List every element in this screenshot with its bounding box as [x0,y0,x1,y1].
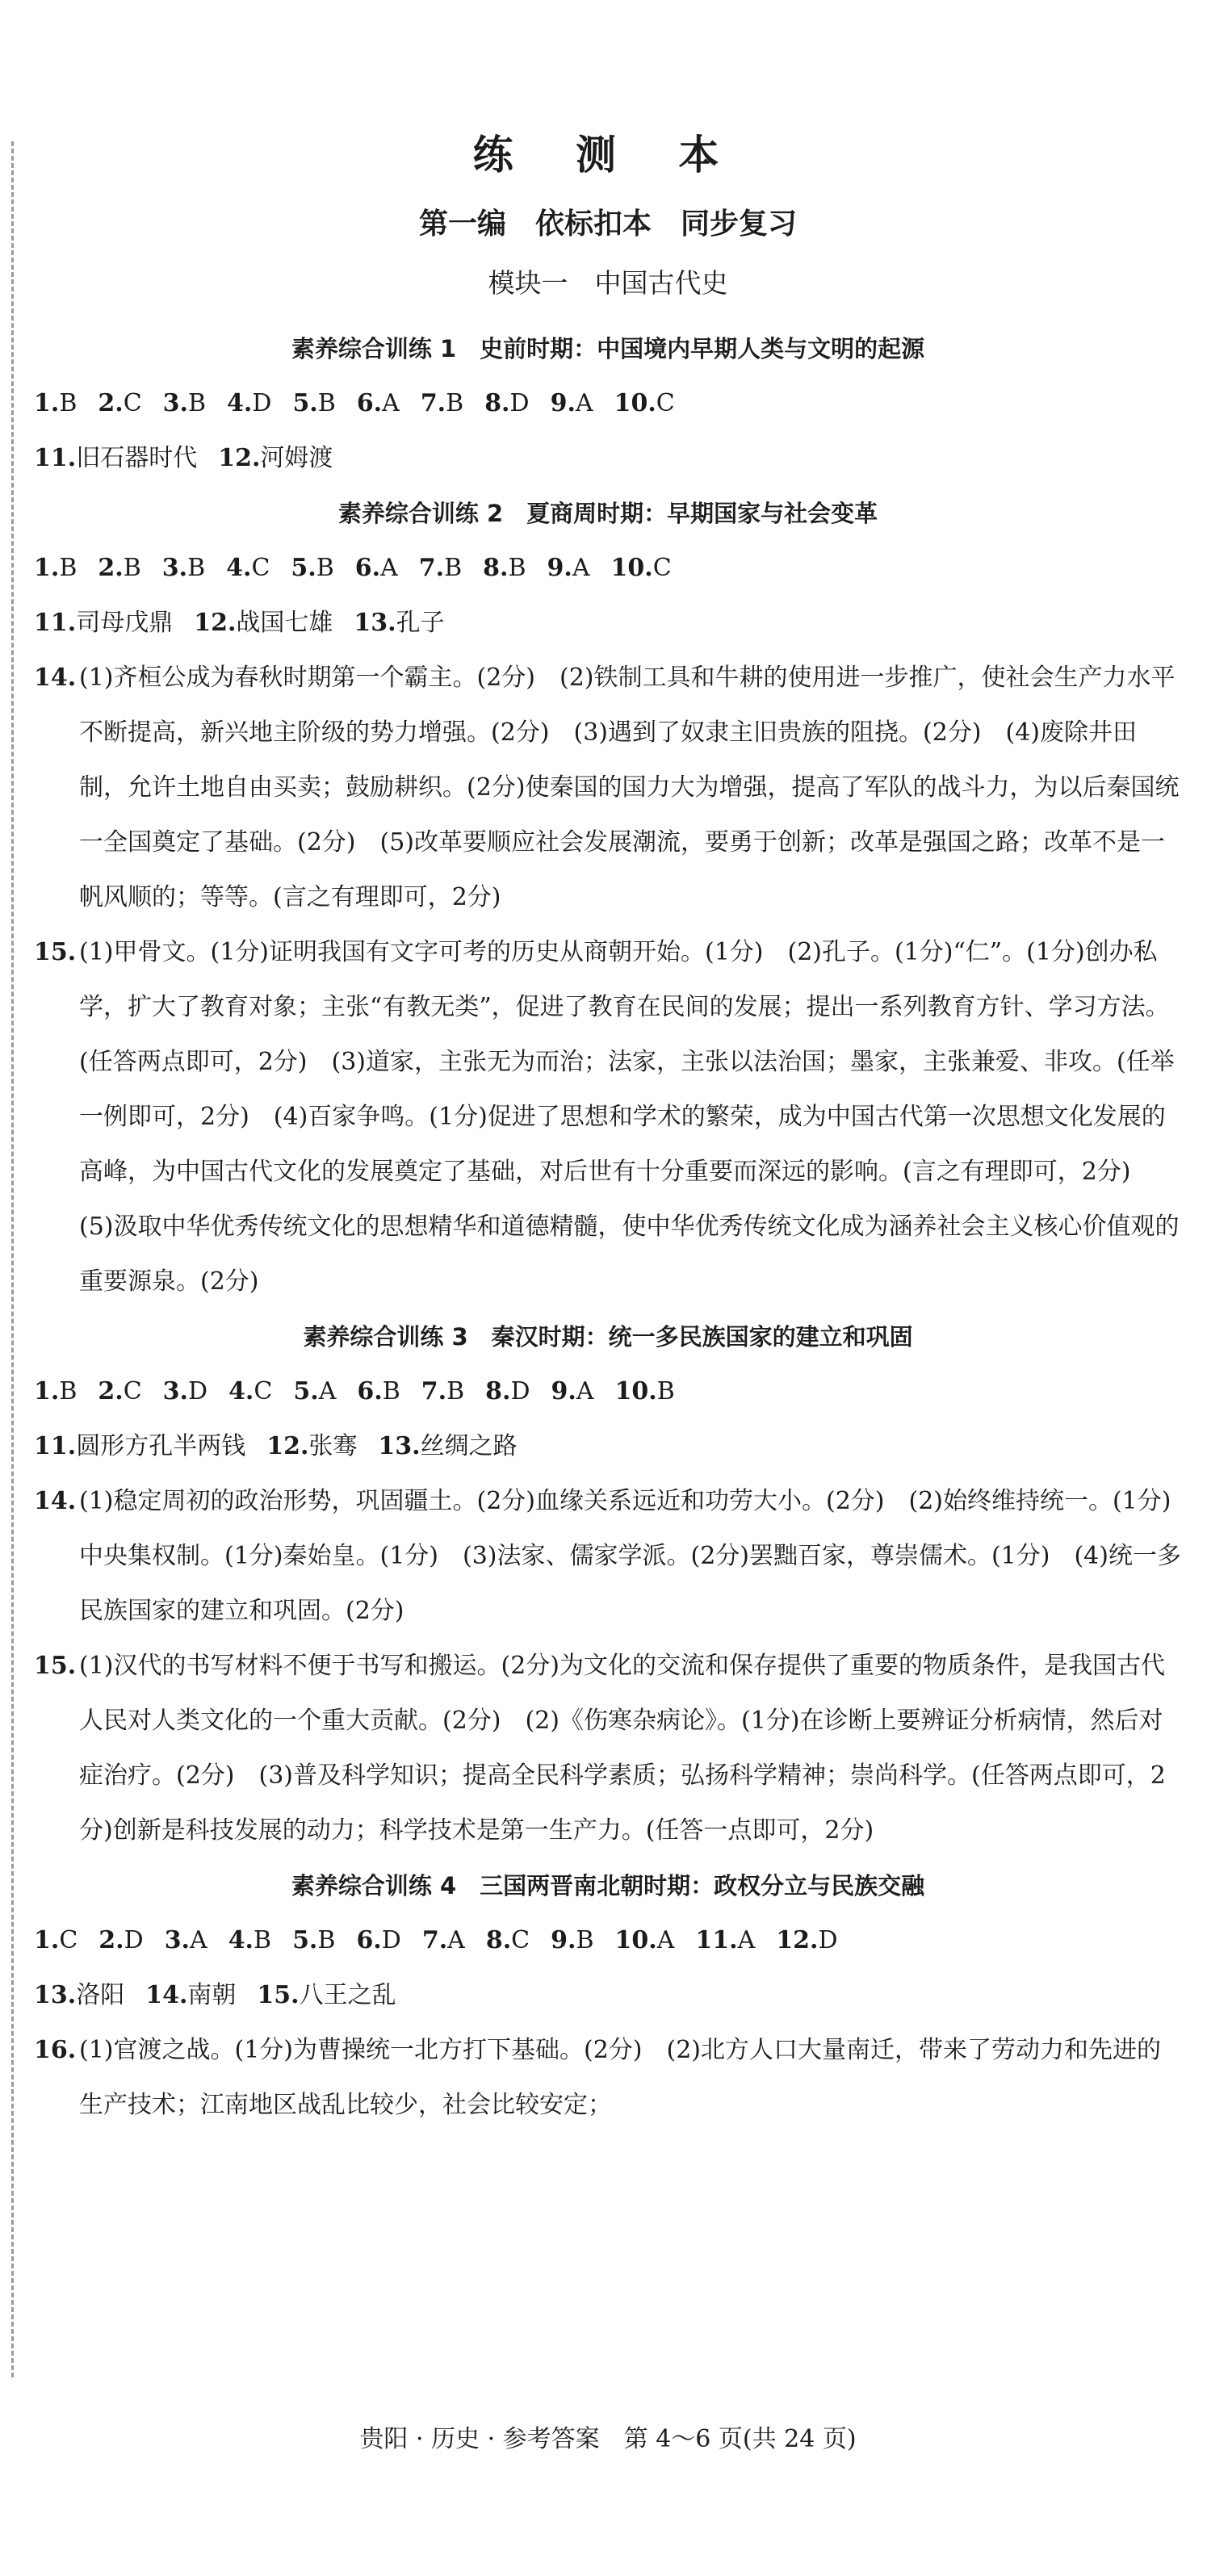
question-number: 15. [34,938,77,966]
answer-item [163,1377,207,1405]
question-number: 16. [34,2036,77,2064]
answer-row [34,1968,1182,2023]
question-number: 4. [227,389,253,417]
answer-item [165,1926,207,1954]
unit-title: 素养综合训练 2 夏商周时期：早期国家与社会变革 [337,500,878,527]
answer-value: C [251,554,270,582]
answer-text: (1)甲骨文。(1分)证明我国有文字可考的历史从商朝开始。(1分) (2)孔子。(1分)“仁”。(1分)创办私学，扩大了教育对象；主张“有教无类”，促进了教育在民间的发展；提出一系列教育方针、学习方法。(任答两点即可，2分) (3)道家，主张无为而治；法家，主张以法治国；墨家，主张兼爱、非攻。(任举一例即可，2分) (4)百家争鸣。(1分)促进了思想和学术的繁荣，成为中国古代第一次思想文化发展的高峰，为中国古代文化的发展奠定了基础，对后世有十分重要而深远的影响。(言之有理即可，2分) (5)汲取中华优秀传统文化的思想精华和道德精髓，使中华优秀传统文化成为涵养社会主义核心价值观的重要源泉。(2分) [79,938,1180,1296]
answer-item [162,554,205,582]
answer-item [421,1377,464,1405]
answer-item [228,1377,272,1405]
page-title: 练 测 本 [472,132,744,178]
question-number: 2. [98,1926,124,1954]
answer-text: (1)官渡之战。(1分)为曹操统一北方打下基础。(2分) (2)北方人口大量南迁，带来了劳动力和先进的生产技术；江南地区战乱比较少，社会比较安定； [79,2036,1161,2119]
answer-item [419,554,462,582]
answer-value: D [188,1377,208,1405]
answer-value: D [381,1926,401,1954]
question-number: 4. [228,1926,254,1954]
question-number: 8. [483,554,509,582]
answer-value: 司母戊鼎 [76,609,174,637]
module-heading: 模块一 中国古代史 [488,267,728,299]
question-number: 10. [610,554,653,582]
question-number: 5. [291,554,316,582]
question-number: 7. [420,389,446,417]
answer-row [34,596,1182,651]
answer-item [355,554,398,582]
question-number: 3. [162,1377,188,1405]
answer-item [485,1377,530,1405]
question-number: 12. [776,1926,819,1954]
answer-value: C [656,389,675,417]
answer-item [34,444,197,472]
answer-item [98,1377,141,1405]
answer-value: D [509,389,530,417]
answer-item [291,554,333,582]
unit-title: 素养综合训练 3 秦汉时期：统一多民族国家的建立和巩固 [303,1323,913,1351]
question-number: 9. [551,1377,576,1405]
answer-value: A [576,1377,594,1405]
answer-value: C [59,1926,78,1954]
question-number: 6. [354,554,381,582]
answer-item [614,389,675,417]
answer-item [226,554,270,582]
answer-item [227,389,271,417]
question-number: 13. [354,609,396,637]
answer-value: A [737,1926,756,1954]
question-number: 8. [485,1926,512,1954]
question-number: 13. [34,1981,77,2009]
answer-value: B [508,554,526,582]
answer-item [163,389,206,417]
answer-value: B [446,389,464,417]
answer-item [421,389,463,417]
answer-value: B [656,1377,675,1405]
question-number: 7. [421,1377,447,1405]
question-number: 1. [34,554,60,582]
answer-row [34,431,1182,486]
answer-row [34,1419,1182,1474]
answer-item [34,1432,245,1460]
long-answer [34,2023,1182,2133]
answer-value: B [316,554,334,582]
question-number: 8. [484,389,510,417]
answer-item [194,609,333,637]
answer-value: 南朝 [187,1981,237,2009]
long-answer [34,925,1182,1309]
answer-value: C [652,554,672,582]
question-number: 15. [257,1981,300,2009]
answer-text: (1)汉代的书写材料不便于书写和搬运。(2分)为文化的交流和保存提供了重要的物质条件，是我国古代人民对人类文化的一个重大贡献。(2分) (2)《伤寒杂病论》。(1分)在诊断上要辨证分析病情，然后对症治疗。(2分) (3)普及科学知识；提高全民科学素质；弘扬科学精神；崇尚科学。(任答两点即可，2分)创新是科技发展的动力；科学技术是第一生产力。(任答一点即可，2分) [79,1652,1166,1845]
answer-value: B [444,554,463,582]
answer-item [34,1981,124,2009]
question-number: 11. [34,444,77,472]
answer-text: (1)齐桓公成为春秋时期第一个霸主。(2分) (2)铁制工具和牛耕的使用进一步推广，使社会生产力水平不断提高，新兴地主阶级的势力增强。(2分) (3)遇到了奴隶主旧贵族的阻挠。(2分) (4)废除井田制，允许土地自由买卖；鼓励耕织。(2分)使秦国的国力大为增强，提高了军队的战斗力，为以后秦国统一全国奠定了基础。(2分) (5)改革要顺应社会发展潮流，要勇于创新；改革是强国之路；改革不是一帆风顺的；等等。(言之有理即可，2分) [79,664,1180,911]
question-number: 9. [547,554,572,582]
answer-item [357,389,400,417]
answer-value: B [59,1377,78,1405]
question-number: 1. [34,1377,60,1405]
question-number: 12. [194,609,237,637]
answer-item [357,1377,400,1405]
answer-value: 张骞 [308,1432,358,1460]
question-number: 1. [34,1926,60,1954]
question-number: 2. [98,1377,124,1405]
answer-item [34,554,77,582]
cut-line [11,141,14,2377]
answer-item [292,1926,335,1954]
answer-item [551,1926,593,1954]
long-answer [34,651,1182,925]
unit-title: 素养综合训练 4 三国两晋南北朝时期：政权分立与民族交融 [291,1872,925,1900]
answer-value: B [123,554,141,582]
question-number: 3. [164,1926,191,1954]
answer-value: A [656,1926,675,1954]
answer-item [354,609,444,637]
answer-value: A [318,1377,337,1405]
answer-item [34,1926,78,1954]
answer-value: A [380,554,398,582]
unit-title: 素养综合训练 1 史前时期：中国境内早期人类与文明的起源 [291,335,925,362]
answer-row [34,541,1182,596]
answer-item [484,389,529,417]
answer-value: B [188,389,207,417]
answer-item [551,1377,594,1405]
answer-value: C [123,1377,142,1405]
answer-value: 河姆渡 [260,444,333,472]
question-number: 10. [614,1926,657,1954]
answer-value: A [572,554,590,582]
answer-value: D [124,1926,144,1954]
question-number: 8. [485,1377,511,1405]
answer-item [98,389,141,417]
answer-value: 旧石器时代 [76,444,198,472]
answer-item [422,1926,465,1954]
answer-value: B [446,1377,465,1405]
answer-item [547,554,590,582]
long-answer [34,1639,1182,1858]
answer-value: C [123,389,142,417]
part-heading: 第一编 依标扣本 同步复习 [418,207,797,241]
question-number: 9. [551,1926,576,1954]
answer-value: B [59,389,78,417]
answer-value: 八王之乱 [299,1981,396,2009]
question-number: 5. [293,1377,319,1405]
answer-value: D [510,1377,530,1405]
answer-item [228,1926,271,1954]
question-number: 2. [98,554,124,582]
question-number: 11. [34,609,77,637]
answer-item [34,1377,77,1405]
answer-item [776,1926,837,1954]
question-number: 9. [550,389,576,417]
question-number: 15. [34,1652,77,1680]
question-number: 11. [34,1432,77,1460]
answer-value: C [511,1926,530,1954]
answer-item [98,1926,143,1954]
question-number: 14. [145,1981,188,2009]
answer-item [611,554,672,582]
answer-item [145,1981,236,2009]
question-number: 5. [292,1926,318,1954]
answer-item [257,1981,396,2009]
answer-value: A [575,389,593,417]
question-number: 12. [218,444,261,472]
answer-text: (1)稳定周初的政治形势，巩固疆土。(2分)血缘关系远近和功劳大小。(2分) (2)始终维持统一。(1分)中央集权制。(1分)秦始皇。(1分) (3)法家、儒家学派。(2分)罢黜百家，尊崇儒术。(1分) (4)统一多民族国家的建立和巩固。(2分) [79,1487,1181,1625]
answer-content [34,321,1182,2133]
question-number: 14. [34,664,77,692]
answer-item [356,1926,400,1954]
answer-item [483,554,526,582]
answer-value: B [187,554,206,582]
answer-item [292,389,335,417]
question-number: 7. [421,1926,448,1954]
answer-value: B [317,389,336,417]
question-number: 10. [614,389,656,417]
answer-item [34,609,173,637]
question-number: 7. [418,554,445,582]
answer-row [34,1913,1182,1968]
question-number: 14. [34,1487,77,1515]
answer-value: D [818,1926,838,1954]
answer-item [551,389,593,417]
answer-value: A [190,1926,207,1954]
answer-value: A [447,1926,465,1954]
answer-item [218,444,333,472]
answer-row [34,376,1182,431]
answer-value: 圆形方孔半两钱 [76,1432,246,1460]
question-number: 6. [357,1377,383,1405]
answer-item [293,1377,336,1405]
answer-value: A [382,389,400,417]
answer-value: B [382,1377,400,1405]
answer-value: C [254,1377,273,1405]
question-number: 2. [98,389,124,417]
answer-item [266,1432,357,1460]
question-number: 3. [162,389,188,417]
answer-value: 洛阳 [76,1981,125,2009]
answer-item [378,1432,517,1460]
long-answer [34,1474,1182,1639]
question-number: 5. [292,389,318,417]
question-number: 1. [34,389,60,417]
answer-item [486,1926,530,1954]
question-number: 4. [226,554,252,582]
answer-item [34,389,77,417]
answer-value: 战国七雄 [236,609,333,637]
answer-value: B [254,1926,272,1954]
answer-value: B [317,1926,336,1954]
answer-item [98,554,140,582]
answer-item [695,1926,755,1954]
question-number: 6. [356,1926,382,1954]
question-number: 10. [614,1377,657,1405]
answer-row [34,1364,1182,1419]
question-number: 3. [161,554,188,582]
answer-item [615,1926,675,1954]
question-number: 6. [356,389,383,417]
answer-value: 丝绸之路 [420,1432,518,1460]
answer-value: B [59,554,78,582]
question-number: 4. [228,1377,254,1405]
page-footer: 贵阳 · 历史 · 参考答案 第 4～6 页(共 24 页) [359,2425,857,2453]
answer-value: D [252,389,272,417]
question-number: 11. [695,1926,738,1954]
answer-item [615,1377,675,1405]
question-number: 13. [378,1432,421,1460]
answer-value: 孔子 [396,609,445,637]
answer-value: B [576,1926,594,1954]
question-number: 12. [266,1432,309,1460]
